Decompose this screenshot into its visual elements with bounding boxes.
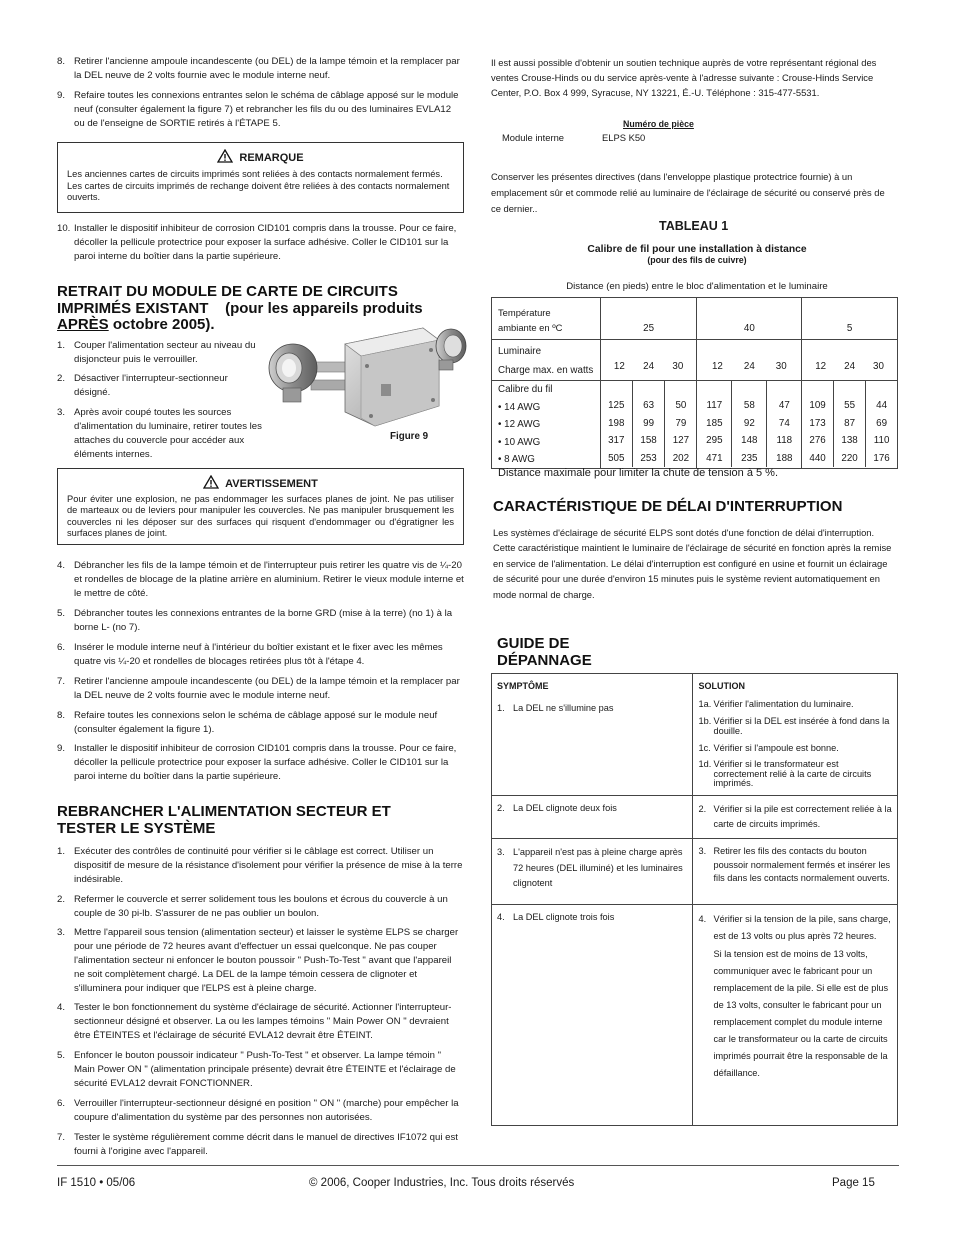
list-item: 9. Installer le dispositif inhibiteur de corrosion CID101 compris dans la trousse. Pour ce faire, décoller la pellicule protectrice pour exposer la surface adhésive. Coller le CID101 sur la paroi interne du boîtier dans la partie supérieure. [57,743,457,782]
part-value: ELPS K50 [602,132,646,143]
table-row: 2. La DEL clignote deux fois 2. Vérifier si la pile est correctement reliée à la carte de circuits imprimés. [492,796,898,839]
tableau-subtitle: Calibre de fil pour une installation à distance (pour des fils de cuivre) [587,244,807,266]
symptom-header: SYMPTÔME [497,681,549,691]
warning-icon [203,475,219,489]
footer-copyright: © 2006, Cooper Industries, Inc. Tous droits réservés [309,1177,575,1189]
table-row: SYMPTÔME 1. La DEL ne s'illumine pas SOLUTION 1a. Vérifier l'alimentation du luminaire. 1b. Vérifier si la DEL est insérée à fond dans la douille. 1c. Vérifier si l'ampoule est bonne. 1d. Vérifier si le transformateur est correctement relié à la carte de circuits imprimés. [492,674,898,796]
support-text: Il est aussi possible d'obtenir un soutien technique auprès de votre représentant régional des ventes Crouse-Hinds ou du service après-vente à l'adresse suivante : Crouse-Hinds Service Center, P.O. Box 4 999, Syracuse, NY 13221, É.-U. Téléphone : 315-477-5531. [491,57,877,99]
list-item: 4. Tester le bon fonctionnement du système d'éclairage de sécurité. Actionner l'interrupteur-sectionneur désigné et observer. La ou les lampes témoins " Main Power ON " devraient être ÉTEINTES et l'éclairage de sécurité EVLA12 devrait être ÉTEINT. [57,1002,452,1041]
part-number-header: Numéro de pièce [623,119,694,129]
list-item: 1. Exécuter des contrôles de continuité pour vérifier si le câblage est correct. Utiliser un dispositif de mesure de la résistance d'isolement pour vérifier la présence de mise à la terre indésirable. [57,846,463,885]
table-row: 4. La DEL clignote trois fois 4. Vérifier si la tension de la pile, sans charge, est de 13 volts ou plus après 72 heures. Si la tension est de moins de 13 volts, communiquer avec le fabricant pour un remplacement de la pile. Si elle est de plus de 13 volts, consulter le fabricant pour un remplacement complet du module interne car le transformateur ou la carte de circuits imprimés pourrait être la responsable de la défaillance. [492,905,898,1126]
retrait-heading: RETRAIT DU MODULE DE CARTE DE CIRCUITS IMPRIMÉS EXISTANT (pour les appareils produits APRÈS octobre 2005). [57,283,423,333]
troubleshooting-table [491,673,898,1126]
list-item: 4. Débrancher les fils de la lampe témoin et de l'interrupteur puis retirer les quatre vis de ¼-20 et rondelles de blocage de la platine arrière en aluminium. Retirer le vieux module interne et le mettre de côté. [57,560,464,599]
table-row: 3. L'appareil n'est pas à pleine charge après 72 heures (DEL illuminé) et les luminaires clignotent 3. Retirer les fils des contacts du bouton poussoir normalement fermés et insérer les fils dans les contacts normalement ouverts. [492,839,898,905]
delai-text: Les systèmes d'éclairage de sécurité ELPS sont dotés d'une fonction de délai d'interruption. Cette caractéristique maintient le luminaire de l'éclairage de sécurité en fonction après la remise en service de l'alimentation. Le délai d'interruption est configuré en usine et fournit un éclairage de sécurité pour une durée d'environ 15 minutes puis le système revient automatiquement en mode normal de charge. [493,527,892,600]
list-item: 2. Refermer le couvercle et serrer solidement tous les boulons et écrous du couvercle à un couple de 30 pi-lb. S'assurer de ne pas oublier un boulon. [57,894,448,919]
table-row: Calibre du fil • 14 AWG • 12 AWG • 10 AWG • 8 AWG 125 198 317 505 63 99 158 253 50 79 127 202 117 185 295 471 58 92 148 235 47 74 118 188 109 173 276 440 55 87 138 220 44 69 110 176 [492,381,898,469]
warning-icon [217,149,233,163]
delai-heading: CARACTÉRISTIQUE DE DÉLAI D'INTERRUPTION [493,498,843,515]
remarque-box [57,142,464,213]
list-item: 5. Débrancher toutes les connexions entrantes de la borne GRD (mise à la terre) (no 1) à la borne L- (no 7). [57,608,453,633]
table-row: Température ambiante en ºC 25 40 5 [492,298,898,340]
table-note: Distance maximale pour limiter la chute de tension à 5 %. [498,467,779,479]
list-item: 6. Verrouiller l'interrupteur-sectionneur désigné en position " ON " (marche) pour empêcher la coupure d'alimentation du système par des personnes non autorisées. [57,1098,459,1123]
part-label: Module interne [502,132,565,143]
footer-page-number: Page 15 [832,1177,875,1189]
list-item: 10. Installer le dispositif inhibiteur de corrosion CID101 compris dans la trousse. Pour ce faire, décoller la pellicule protectrice pour exposer la surface adhésive. Coller le CID101 sur la paroi interne du boîtier dans la partie supérieure. [57,223,457,262]
list-item: 3. Mettre l'appareil sous tension (alimentation secteur) et laisser le système ELPS se charger pour une période de 72 heures avant d'effectuer un essai quelconque. Ne pas couper l'alimentation secteur ni enfoncer le bouton poussoir " Push-To-Test " avant que l'appareil ne soit complètement chargé. La DEL de la lampe témoin cessera de clignoter et s'illuminera pour indiquer que l'ELPS est à pleine charge. [57,927,459,994]
list-item: 9. Refaire toutes les connexions entrantes selon le schéma de câblage apposé sur le module neuf (consulter également la figure 7) et rebrancher les fils du ou des luminaires EVLA12 ou de l'enseigne de SORTIE retirés à l'ÉTAPE 5. [57,90,459,129]
solution-header: SOLUTION [698,681,745,691]
rebrancher-heading: REBRANCHER L'ALIMENTATION SECTEUR ET TESTER LE SYSTÈME [57,803,391,837]
figure-caption: Figure 9 [390,431,429,442]
list-item: 1. Couper l'alimentation secteur au niveau du disjoncteur puis le verrouiller. [57,340,256,365]
list-item: 7. Retirer l'ancienne ampoule incandescente (ou DEL) de la lampe témoin et la remplacer par la DEL neuve de 2 volts fournie avec le module interne neuf. [57,676,460,701]
table-row: Luminaire Charge max. en watts 12 24 30 12 24 30 12 24 30 [492,340,898,381]
list-item: 5. Enfoncer le bouton poussoir indicateur " Push-To-Test " et observer. La lampe témoin " Main Power ON " (alimentation principale présente) devrait être ÉTEINTE et l'éclairage de sécurité EVLA12 devrait FONCTIONNER. [57,1050,456,1089]
remarque-title: REMARQUE [239,152,304,164]
tableau-title: TABLEAU 1 [659,219,729,233]
list-item: 6. Insérer le module interne neuf à l'intérieur du boîtier existant et le fixer avec les mêmes quatre vis ¼-20 et rondelles de blocages retirées plus tôt à l'étape 4. [57,642,443,667]
avertissement-title: AVERTISSEMENT [225,478,318,490]
avertissement-box [57,468,464,545]
footer-rule [57,1165,899,1166]
conserver-text: Conserver les présentes directives (dans l'enveloppe plastique protectrice fournie) à un emplacement sûr et commode relié au luminaire de l'éclairage de sécurité ou conservé près de ce dernier.. [491,171,885,214]
remarque-text: Les anciennes cartes de circuits imprimés sont reliées à des contacts normalement fermés. Les cartes de circuits imprimés de rechange doivent être reliées à des contacts normalement ouverts. [67,168,450,203]
list-item: 3. Après avoir coupé toutes les sources d'alimentation du luminaire, retirer toutes les attaches du couvercle pour accéder aux éléments internes. [57,407,262,460]
list-item: 8. Refaire toutes les connexions selon le schéma de câblage apposé sur le module neuf (consulter également la figure 1). [57,710,438,735]
list-item: 7. Tester le système régulièrement comme décrit dans le manuel de directives IF1072 qui est fourni à l'origine avec l'appareil. [57,1132,458,1157]
list-item: 2. Désactiver l'interrupteur-sectionneur désigné. [57,373,228,398]
wire-gauge-table [491,297,898,469]
figure-9-illustration [263,322,468,434]
list-item: 8. Retirer l'ancienne ampoule incandescente (ou DEL) de la lampe témoin et la remplacer par la DEL neuve de 2 volts fournie avec le module interne neuf. [57,56,460,81]
footer-doc-id: IF 1510 • 05/06 [57,1177,136,1189]
guide-heading: GUIDE DE DÉPANNAGE [497,635,592,669]
tableau-distance-label: Distance (en pieds) entre le bloc d'alimentation et le luminaire [566,281,828,292]
avertissement-text: Pour éviter une explosion, ne pas endommager les surfaces planes de joint. Ne pas utiliser de marteaux ou de leviers pour manipuler les couvercles. Ne pas manipuler brusquement les couvercles ni les déposer sur des surfaces qui risquent d'endommager ou d'égratigner les surfaces planes de joint. [67,493,454,538]
